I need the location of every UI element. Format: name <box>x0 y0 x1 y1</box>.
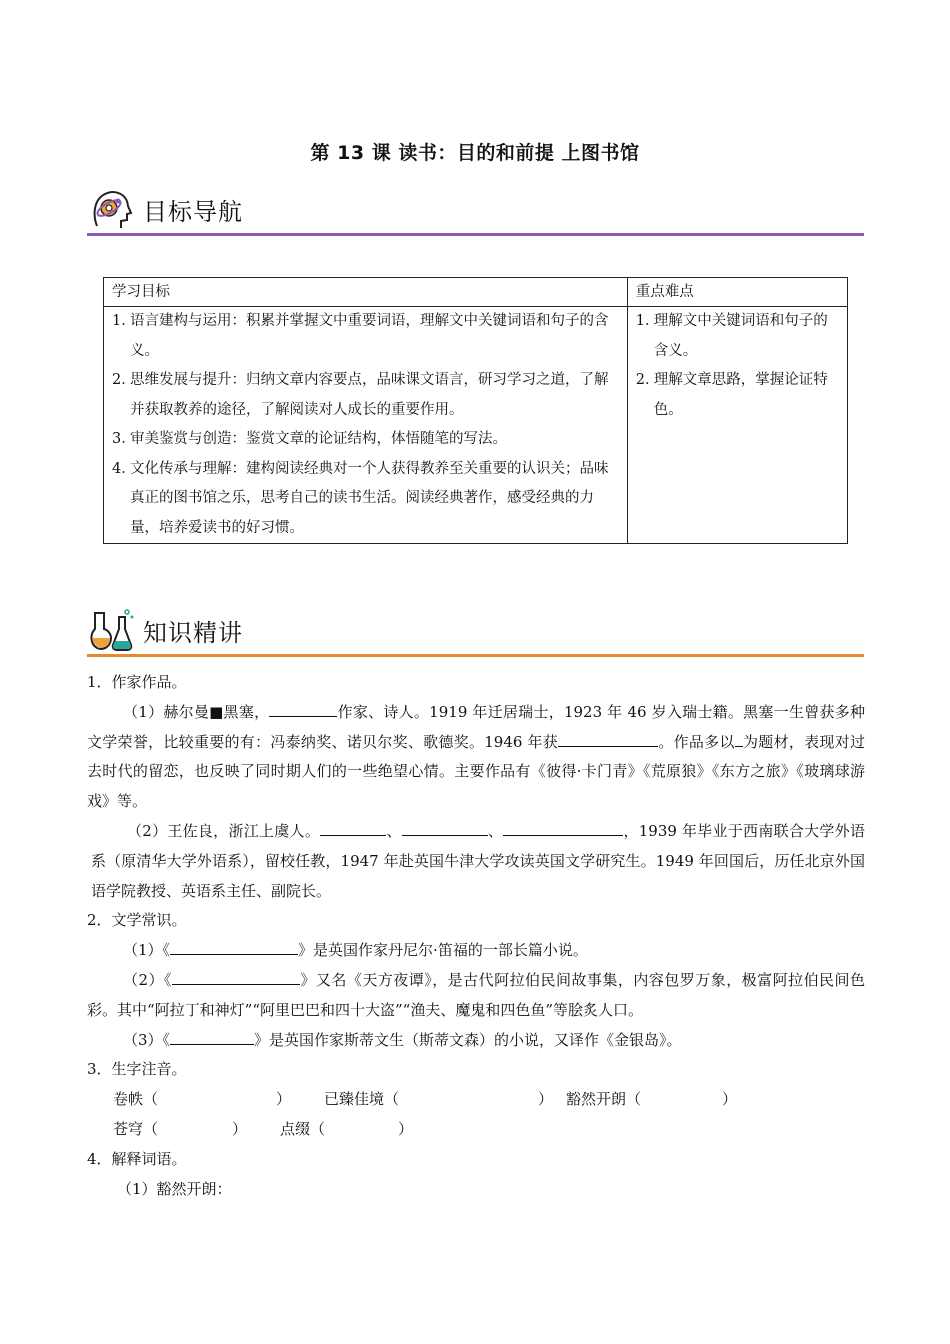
fill-blank[interactable] <box>170 936 298 955</box>
table-header-key-points: 重点难点 <box>627 278 847 307</box>
table-header-learning-goals: 学习目标 <box>104 278 628 307</box>
paragraph-robinson: （1）《 》是英国作家丹尼尔·笛福的一部长篇小说。 <box>87 936 865 966</box>
fill-blank[interactable] <box>402 817 488 836</box>
section-title: 目标导航 <box>143 198 243 226</box>
goals-table <box>103 277 848 544</box>
pinyin-row: 苍穹（ ） 点缀（ ） <box>113 1119 414 1138</box>
section-divider <box>87 233 864 236</box>
section-divider <box>87 654 864 657</box>
list-item: 1．理解文中关键词语和句子的含义。 <box>635 313 828 359</box>
section-title: 知识精讲 <box>143 619 243 647</box>
fill-blank[interactable] <box>170 1026 254 1045</box>
lab-flask-icon <box>87 607 135 655</box>
paragraph-explain-1: （1）豁然开朗： <box>117 1179 232 1198</box>
knowledge-content <box>87 668 865 1204</box>
paragraph-arabian-nights: （2）《 》又名《天方夜谭》，是古代阿拉伯民间故事集，内容包罗万象，极富阿拉伯民间色彩。其中“阿拉丁和神灯”“阿里巴巴和四十大盗”“渔夫、魔鬼和四色鱼”等脍炙人口。 <box>87 966 865 1026</box>
list-item: 2．理解文章思路，掌握论证特色。 <box>635 372 828 418</box>
heading-author-works: 1．作家作品。 <box>87 673 187 691</box>
heading-literary-knowledge: 2．文学常识。 <box>87 911 187 930</box>
list-item: 2．思维发展与提升：归纳文章内容要点，品味课文语言，研习学习之道，了解并获取教养的途径，了解阅读对人成长的重要作用。 <box>112 372 609 418</box>
fill-blank[interactable] <box>269 698 337 717</box>
fill-blank[interactable] <box>558 728 658 747</box>
section-header-knowledge <box>87 607 864 657</box>
list-item: 1．语言建构与运用：积累并掌握文中重要词语，理解文中关键词语和句子的含义。 <box>112 313 609 359</box>
paragraph-hesse: （1）赫尔曼■黑塞， 作家、诗人。1919 年迁居瑞士，1923 年 46 岁入瑞士籍。黑塞一生曾获多种文学荣誉，比较重要的有：冯泰纳奖、诺贝尔奖、歌德奖。1946 年获 。作品多以 为题材，表现对过去时代的留恋，也反映了同时期人们的一些绝望心情。主要作品有《彼得·卡门青》《荒原狼》《东方之旅》《玻璃球游戏》等。 <box>87 698 865 817</box>
paragraph-wang-zuoliang: （2）王佐良，浙江上虞人。 、 、 ，1939 年毕业于西南联合大学外语系（原清华大学外语系），留校任教，1947 年赴英国牛津大学攻读英国文学研究生。1949 年回国后，历任北京外国语学院教授、英语系主任、副院长。 <box>87 817 865 906</box>
list-item: 3．审美鉴赏与创造：鉴赏文章的论证结构，体悟随笔的写法。 <box>112 431 507 447</box>
fill-blank[interactable] <box>503 817 623 836</box>
key-points-cell <box>627 307 847 544</box>
fill-blank[interactable] <box>735 728 743 747</box>
fill-blank[interactable] <box>172 966 300 985</box>
heading-pinyin: 3．生字注音。 <box>87 1060 187 1079</box>
heading-explain-words: 4．解释词语。 <box>87 1149 187 1168</box>
section-header-goals <box>87 186 864 236</box>
paragraph-treasure-island: （3）《 》是英国作家斯蒂文生（斯蒂文森）的小说，又译作《金银岛》。 <box>87 1026 865 1056</box>
learning-goals-cell <box>104 307 628 544</box>
pinyin-row: 卷帙（ ） 已臻佳境（ ） 豁然开朗（ ） <box>113 1090 738 1109</box>
fill-blank[interactable] <box>320 817 386 836</box>
page-title: 第 13 课 读书：目的和前提 上图书馆 <box>310 142 640 164</box>
head-gears-icon <box>87 186 135 234</box>
list-item: 4．文化传承与理解：建构阅读经典对一个人获得教养至关重要的认识关；品味真正的图书馆之乐，思考自己的读书生活。阅读经典著作，感受经典的力量，培养爱读书的好习惯。 <box>112 460 609 536</box>
